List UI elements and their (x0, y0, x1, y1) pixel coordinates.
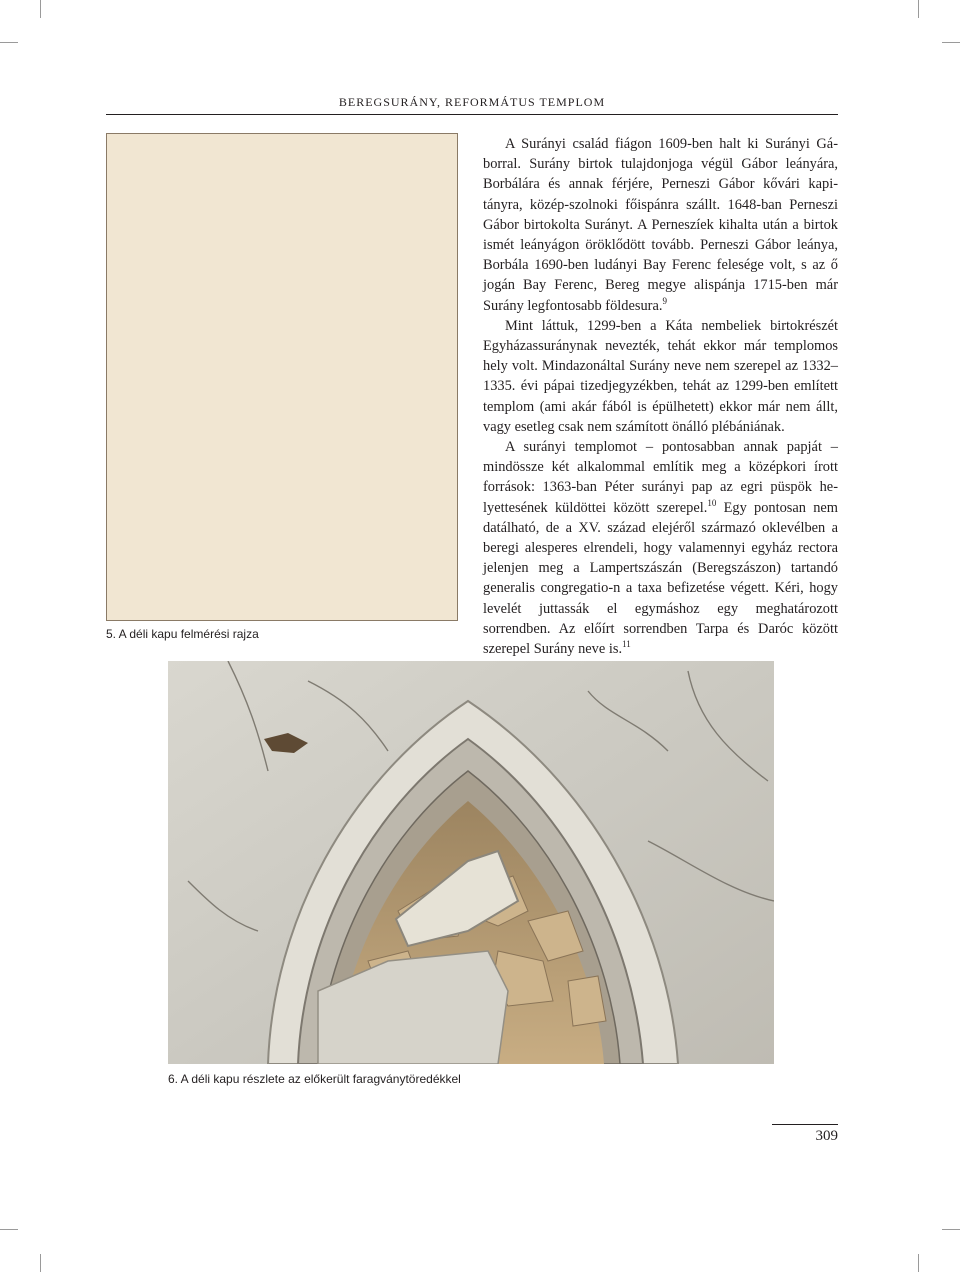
footnote-ref-11: 11 (622, 639, 631, 650)
figure-5-caption: 5. A déli kapu felmérési rajza (106, 627, 259, 641)
footnote-ref-10: 10 (707, 497, 717, 508)
paragraph-2 (483, 316, 838, 437)
paragraph-3 (483, 437, 838, 659)
crop-mark (918, 0, 919, 18)
gate-photo-image (168, 661, 774, 1064)
crop-mark (40, 0, 41, 18)
gate-photo (168, 661, 774, 1064)
crop-mark (942, 42, 960, 43)
figure-6-caption: 6. A déli kapu részlete az előkerült faragványtöredékkel (168, 1072, 461, 1086)
paragraph-3a-text: A surányi templomot – pontosabban annak papját – mindössze két alkalommal említik meg a középkori írott források: 1363-ban Péter surányi pap az egri püspök helyettesének küldöttei között szerepel. (483, 439, 838, 516)
survey-drawing-placeholder (106, 133, 458, 621)
paragraph-2-text: Mint láttuk, 1299-ben a Káta nembeliek birtokrészét Egyházassuránynak nevezték, tehát ekkor már templomos hely volt. Mindazonáltal Surány neve nem szerepel az 1332–1335. évi pápai tizedjegyzékben, tehát az 1299-ben említett templom (ami akár fából is épülhetett) ekkor már nem állt, vagy esetleg csak nem számított önálló plébániának. (483, 317, 838, 435)
crop-mark (0, 1229, 18, 1230)
crop-mark (0, 42, 18, 43)
footnote-ref-9: 9 (662, 295, 667, 306)
body-text (483, 134, 838, 659)
crop-mark (918, 1254, 919, 1272)
crop-mark (942, 1229, 960, 1230)
paragraph-1-text: A Surányi család fiágon 1609-ben halt ki Surányi Gáborral. Surány birtok tulajdonjoga végül Gábor leányára, Borbálára és annak férjére, Perneszi Gábor kővári kapitányra, közép-szolnoki főispánra szállt. 1648-ban Perneszi Gábor birtokolta Surányt. A Perneszíek kihalta után a birtok ismét leányágon öröklődött tovább. Perneszi Gábor leánya, Borbála 1690-ben ludányi Bay Ferenc felesége volt, s az ő jogán Bay Ferenc, Bereg megye alispánja 1715-ben már Surány legfontosabb földesura. (483, 136, 838, 314)
header-rule (106, 114, 838, 115)
crop-mark (40, 1254, 41, 1272)
running-head: BEREGSURÁNY, REFORMÁTUS TEMPLOM (338, 95, 606, 109)
page-number: 309 (815, 1128, 838, 1144)
footer-rule (772, 1124, 838, 1125)
paragraph-3b-text: Egy pontosan nem datálható, de a XV. század elejéről származó oklevélben a beregi alesperes elrendeli, hogy valamennyi egyház rectora jelenjen meg a Lampertszászán (Beregszászon) tartandó generalis congregatio-n a taxa befizetése végett. Kéri, hogy levelét juttassák el egymáshoz egy meghatározott sorrendben. Az előírt sorrendben Tarpa és Daróc között szerepel Surány neve is. (483, 499, 839, 658)
paragraph-1 (483, 134, 838, 316)
